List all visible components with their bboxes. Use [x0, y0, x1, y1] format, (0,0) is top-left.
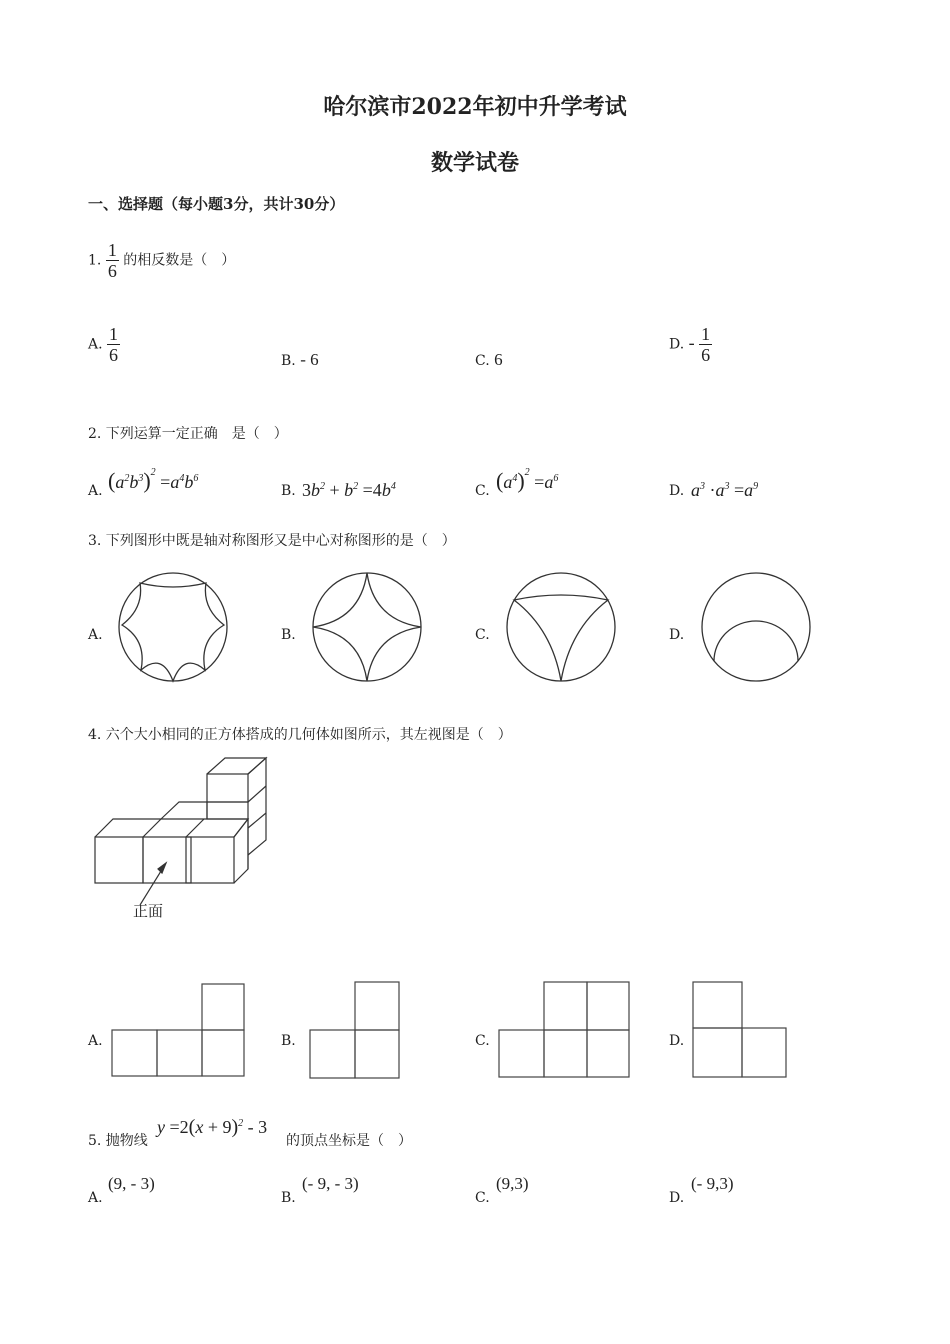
exam-subtitle: 数学试卷 — [430, 150, 519, 176]
question-2: 2. 下列运算一定正确 是（ ） — [88, 426, 288, 442]
question-1 — [88, 240, 235, 281]
parabola-formula: $y =2(x + 9)^2 - 3$ — [157, 1116, 268, 1138]
option-c[interactable] — [475, 483, 490, 499]
option-c-value: (9,3) — [496, 1174, 529, 1193]
option-b-value: (- 9, - 3) — [302, 1174, 359, 1193]
question-3: 3. 下列图形中既是轴对称图形又是中心对称图形的是（ ） — [88, 533, 456, 549]
formula-b: $3b^2 + b^2 =4b^4$ — [302, 480, 396, 500]
option-label: B. — [281, 353, 296, 369]
question-suffix: 的顶点坐标是（ ） — [286, 1133, 412, 1149]
option-c[interactable] — [475, 1190, 490, 1206]
option-label: C. — [475, 1190, 490, 1206]
option-d[interactable] — [669, 324, 712, 365]
formula-d: $a^3 \cdot a^3 =a^9$ — [691, 480, 759, 500]
left-view-a — [112, 983, 252, 1083]
cube-stack-figure — [90, 755, 270, 915]
figure-a-pentagon-arcs — [118, 572, 228, 682]
figure-b-astroid — [312, 572, 422, 682]
option-label: C. — [475, 1033, 490, 1049]
numerator: 1 — [107, 240, 117, 260]
figure-c-triangle-arcs — [506, 572, 616, 682]
denominator: 6 — [109, 345, 119, 365]
option-label: A. — [88, 1033, 103, 1049]
option-label: D. — [669, 627, 685, 643]
option-label: C. — [475, 353, 490, 369]
option-c[interactable] — [475, 627, 490, 643]
section-heading: 一、选择题（每小题3分，共计30分） — [88, 195, 345, 213]
question-5 — [88, 1130, 148, 1150]
option-d[interactable] — [669, 1190, 684, 1206]
option-label: B. — [281, 1190, 296, 1206]
numerator: 1 — [109, 324, 119, 344]
option-label: D. — [669, 483, 685, 499]
left-view-b — [309, 981, 409, 1081]
option-b[interactable] — [281, 350, 319, 370]
question-number: 1. — [88, 252, 102, 269]
option-label: B. — [281, 483, 296, 499]
figure-d-semicircle — [701, 572, 811, 682]
minus-sign: - — [688, 332, 695, 353]
option-c[interactable] — [475, 350, 503, 370]
option-a[interactable] — [88, 1190, 103, 1206]
option-value: - 6 — [300, 350, 319, 369]
option-label: B. — [281, 627, 296, 643]
option-b[interactable] — [281, 1190, 296, 1206]
front-label: 正面 — [133, 902, 164, 920]
option-a[interactable] — [88, 324, 120, 365]
option-label: A. — [88, 336, 103, 353]
question-prefix: 5. 抛物线 — [88, 1133, 148, 1149]
option-label: D. — [669, 336, 685, 353]
formula-a: $(a^2b^3)^2 =a^4b^6$ — [108, 467, 199, 493]
option-a[interactable] — [88, 1033, 103, 1049]
fraction — [107, 324, 120, 365]
option-label: A. — [88, 483, 103, 499]
option-label: B. — [281, 1033, 296, 1049]
option-d-value: (- 9,3) — [691, 1174, 734, 1193]
exam-title: 哈尔滨市2022年初中升学考试 — [323, 94, 627, 120]
option-d[interactable] — [669, 483, 684, 499]
option-b[interactable] — [281, 627, 296, 643]
option-label: D. — [669, 1190, 685, 1206]
option-b[interactable] — [281, 483, 296, 499]
fraction — [106, 240, 119, 281]
option-label: A. — [88, 627, 103, 643]
left-view-d — [692, 981, 792, 1081]
option-d[interactable] — [669, 627, 684, 643]
denominator: 6 — [107, 261, 117, 281]
option-a-value: (9, - 3) — [108, 1174, 155, 1193]
option-label: C. — [475, 483, 490, 499]
left-view-c — [498, 981, 638, 1081]
option-label: D. — [669, 1033, 685, 1049]
option-a[interactable] — [88, 627, 103, 643]
formula-c: $(a^4)^2 =a^6$ — [496, 467, 559, 493]
option-c[interactable] — [475, 1033, 490, 1049]
option-label: C. — [475, 627, 490, 643]
option-b[interactable] — [281, 1033, 296, 1049]
option-a[interactable] — [88, 483, 103, 499]
option-label: A. — [88, 1190, 103, 1206]
question-text: 的相反数是（ ） — [123, 252, 236, 269]
fraction — [699, 324, 712, 365]
denominator: 6 — [701, 345, 711, 365]
option-d[interactable] — [669, 1033, 684, 1049]
numerator: 1 — [701, 324, 711, 344]
question-4: 4. 六个大小相同的正方体搭成的几何体如图所示，其左视图是（ ） — [88, 727, 512, 743]
option-value: 6 — [494, 350, 503, 369]
